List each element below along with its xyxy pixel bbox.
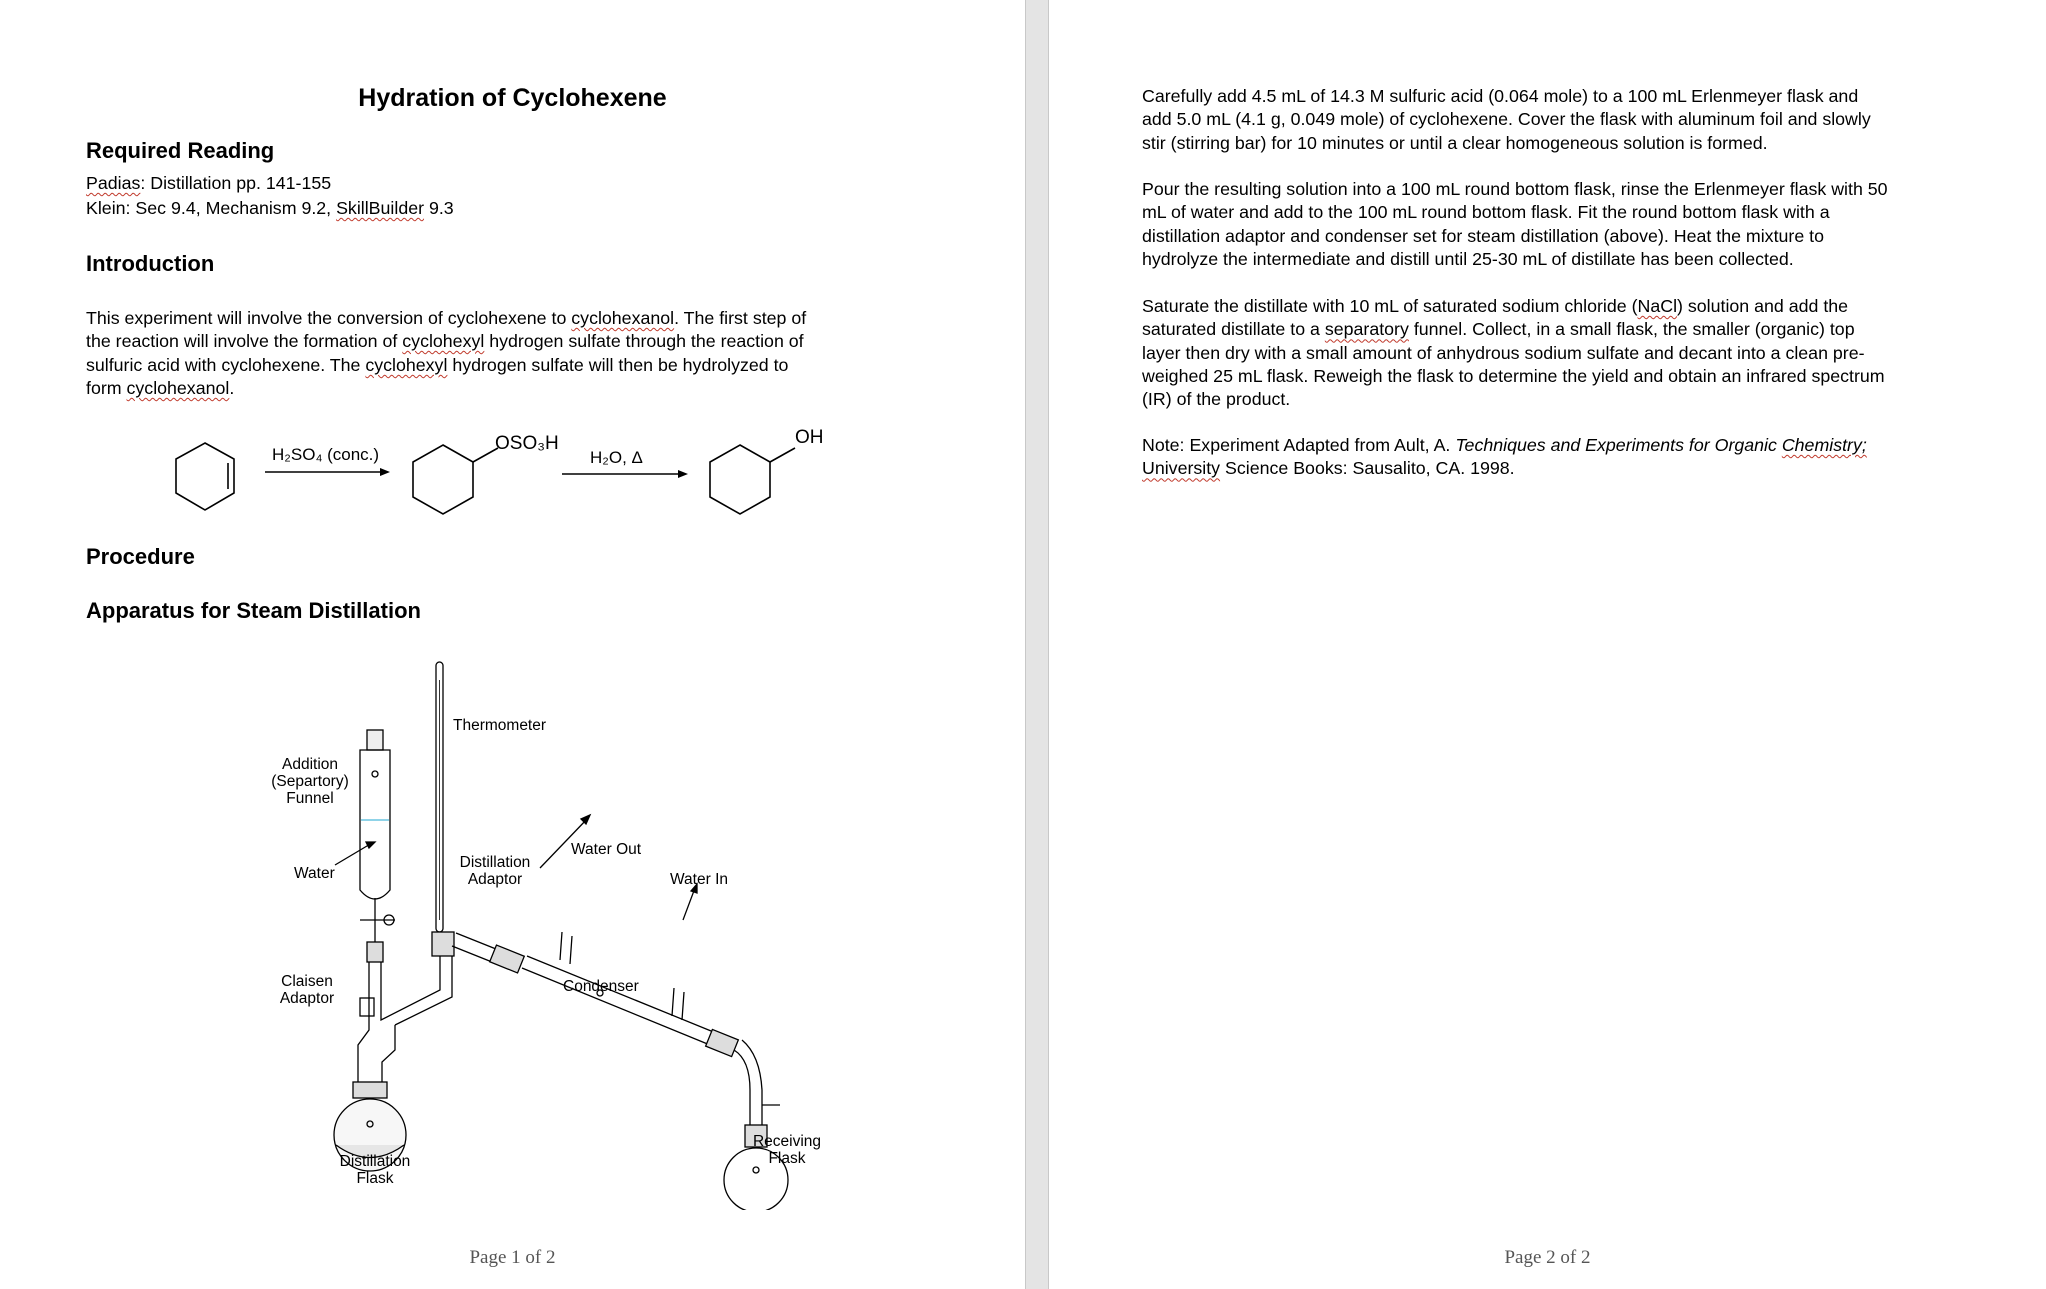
spellcheck-word[interactable]: Chemistry;	[1781, 435, 1867, 455]
reagent-1-label: H₂SO₄ (conc.)	[272, 445, 380, 464]
intro-text: the reaction will involve the formation of	[86, 331, 403, 351]
reading-text: : Distillation pp. 141-155	[140, 173, 332, 193]
intro-line-3	[86, 354, 788, 377]
thermometer	[436, 662, 443, 932]
paragraph-text: funnel. Collect, in a small flask, the smaller (organic) top	[1408, 319, 1855, 340]
note-text: Note: Experiment Adapted from Ault, A.	[1142, 435, 1456, 455]
spellcheck-word[interactable]: cyclohexanol	[571, 308, 675, 328]
intro-text: .	[229, 378, 235, 398]
intro-text: This experiment will involve the conversion of cyclohexene to	[86, 308, 572, 328]
intermediate-label: OSO₃H	[495, 433, 559, 454]
label-distillation-adaptor-2: Adaptor	[467, 871, 523, 888]
label-distillation-flask-1: Distillation	[339, 1153, 411, 1170]
reading-line-2	[86, 197, 454, 220]
paragraph-1-line: stir (stirring bar) for 10 minutes or until a clear homogeneous solution is formed.	[1142, 132, 1768, 153]
reading-text: 9.3	[424, 198, 454, 218]
paragraph-3-line: weighed 25 mL flask. Reweigh the flask to determine the yield and obtain an infrared spectrum	[1142, 365, 1885, 386]
steam-distillation-apparatus	[240, 650, 840, 1210]
note-paragraph	[1142, 434, 1867, 481]
document-page-2	[1049, 0, 2046, 1289]
label-receiving-flask: Flask	[768, 1150, 806, 1167]
intro-line-4	[86, 377, 234, 400]
separatory-funnel	[360, 730, 395, 962]
label-funnel: Funnel	[286, 790, 334, 807]
page-footer: Page 1 of 2	[469, 1247, 556, 1268]
paragraph-3-line: layer then dry with a small amount of anhydrous sodium sulfate and decant into a clean pre-	[1142, 342, 1865, 363]
paragraph-1-line: add 5.0 mL (4.1 g, 0.049 mole) of cyclohexene. Cover the flask with aluminum foil and slowly	[1142, 109, 1871, 130]
reading-text: Klein: Sec 9.4, Mechanism 9.2,	[86, 198, 337, 218]
paragraph-2-line: Pour the resulting solution into a 100 mL round bottom flask, rinse the Erlenmeyer flask with 50	[1142, 179, 1888, 199]
reading-line-1	[86, 172, 331, 195]
cyclohexyl-hydrogen-sulfate-structure	[413, 445, 498, 514]
required-reading-heading: Required Reading	[86, 138, 275, 163]
procedure-heading: Procedure	[86, 544, 195, 569]
intro-line-1	[86, 307, 806, 330]
condenser	[452, 932, 780, 1125]
reagent-2-label: H₂O, Δ	[590, 448, 643, 467]
apparatus-heading: Apparatus for Steam Distillation	[86, 598, 421, 623]
paragraph-text: saturated distillate to a	[1142, 319, 1325, 340]
spellcheck-word[interactable]: cyclohexyl	[365, 355, 448, 375]
intro-text: hydrogen sulfate through the reaction of	[484, 331, 804, 351]
paragraph-2	[1142, 178, 1888, 271]
page-footer: Page 2 of 2	[1504, 1247, 1591, 1268]
book-title: Techniques and Experiments for Organic	[1455, 435, 1782, 455]
paragraph-1	[1142, 85, 1871, 155]
note-text: Science Books: Sausalito, CA. 1998.	[1220, 458, 1515, 479]
paragraph-text: ) solution and add the	[1677, 296, 1849, 316]
paragraph-3-line	[1142, 318, 1885, 341]
intro-text: hydrogen sulfate will then be hydrolyzed to	[447, 355, 789, 375]
intro-text: form	[86, 378, 127, 398]
paragraph-text: Saturate the distillate with 10 mL of saturated sodium chloride (	[1142, 296, 1638, 316]
intro-text: sulfuric acid with cyclohexene. The	[86, 355, 366, 375]
label-distillation-flask-2: Flask	[356, 1170, 394, 1187]
reaction-scheme	[150, 415, 850, 525]
intro-line-2	[86, 330, 804, 353]
spellcheck-word[interactable]: cyclohexyl	[402, 331, 485, 351]
cyclohexene-structure	[176, 443, 234, 510]
label-distillation-adaptor-1: Distillation	[459, 854, 531, 871]
introduction-heading: Introduction	[86, 251, 215, 276]
label-thermometer: Thermometer	[453, 717, 547, 734]
paragraph-2-line: hydrolyze the intermediate and distill until 25-30 mL of distillate has been collected.	[1142, 248, 1794, 269]
paragraph-3	[1142, 295, 1885, 411]
paragraph-1-line: Carefully add 4.5 mL of 14.3 M sulfuric acid (0.064 mole) to a 100 mL Erlenmeyer flask and	[1142, 86, 1859, 106]
label-water-in: Water In	[670, 871, 728, 888]
label-water: Water	[294, 865, 335, 882]
cyclohexanol-structure	[710, 445, 795, 514]
note-line-1	[1142, 434, 1867, 457]
paragraph-2-line: distillation adaptor and condenser set for steam distillation (above). Heat the mixture to	[1142, 225, 1824, 246]
paragraph-2-line: mL of water and add to the 100 mL round bottom flask. Fit the round bottom flask with a	[1142, 202, 1830, 223]
paragraph-3-line: (IR) of the product.	[1142, 389, 1291, 410]
note-line-2	[1142, 457, 1867, 480]
label-claisen-adaptor: Adaptor	[279, 990, 335, 1007]
spellcheck-word[interactable]: University	[1142, 458, 1221, 479]
label-addition: Addition	[281, 756, 339, 773]
spellcheck-word[interactable]: Padias	[86, 173, 141, 193]
document-title: Hydration of Cyclohexene	[358, 84, 667, 112]
label-separtory: (Separtory)	[271, 773, 349, 790]
paragraph-3-line	[1142, 295, 1885, 318]
spellcheck-word[interactable]: NaCl	[1637, 296, 1678, 316]
spellcheck-word[interactable]: SkillBuilder	[336, 198, 425, 218]
label-receiving: Receiving	[752, 1133, 822, 1150]
product-label: OH	[795, 427, 824, 448]
label-condenser: Condenser	[563, 978, 639, 995]
reaction-arrow-2	[562, 470, 688, 478]
page-gutter	[1025, 0, 1049, 1289]
reaction-arrow-1	[265, 468, 390, 476]
label-water-out: Water Out	[571, 841, 642, 858]
intro-text: . The first step of	[674, 308, 807, 328]
spellcheck-word[interactable]: separatory	[1324, 319, 1409, 340]
spellcheck-word[interactable]: cyclohexanol	[126, 378, 230, 398]
label-claisen: Claisen	[281, 973, 333, 990]
